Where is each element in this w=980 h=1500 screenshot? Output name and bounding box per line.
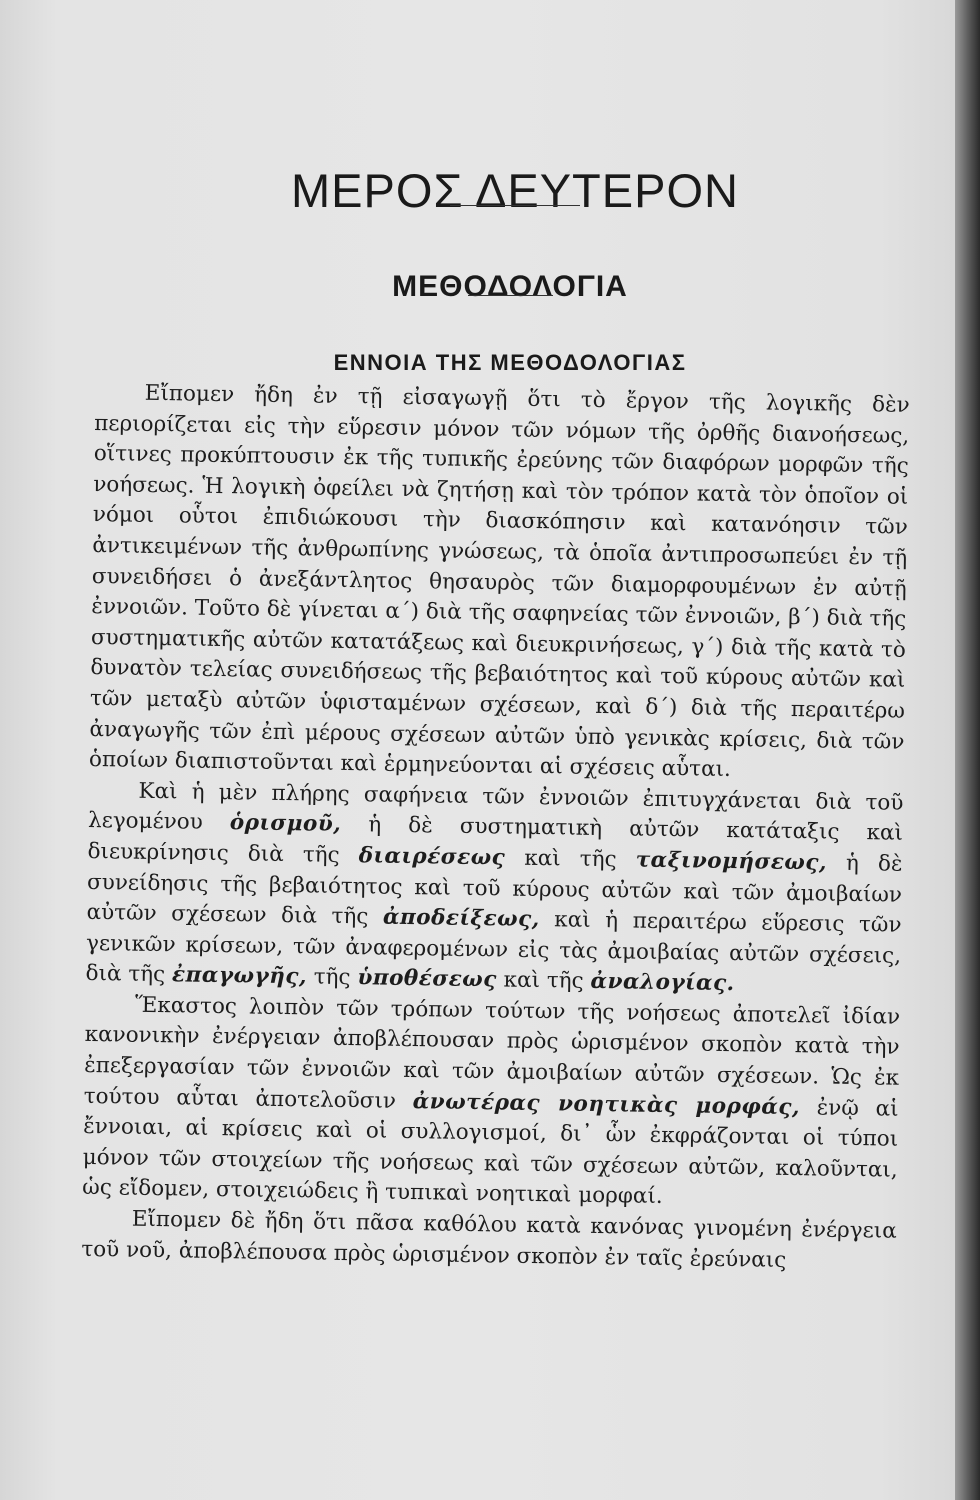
text-run: τῆς xyxy=(306,964,358,991)
chapter-subtitle: ΕΝΝΟΙΑ ΤΗΣ ΜΕΘΟΔΟΛΟΓΙΑΣ xyxy=(333,350,687,375)
title-divider xyxy=(450,205,580,206)
text-run: ἡ δὲ συνείδησις τῆς βεβαιότητος καὶ τοῦ κύρους αὐτῶν καὶ τῶν ἀμοιβαίων αὐτῶν σχέσεων διὰ τῆς xyxy=(86,850,903,930)
text-run: καὶ τῆς xyxy=(505,845,636,873)
text-run: καὶ ἡ περαιτέρω εὕρεσις τῶν γενικῶν κρίσεων, τῶν ἀναφερομένων εἰς τὰς ἀμοιβαίας αὐτῶν σχέσεις, διὰ τῆς xyxy=(85,907,902,988)
paragraph-3 xyxy=(82,990,900,1217)
text-run: Ἕκαστος λοιπὸν τῶν τρόπων τούτων τῆς νοήσεως ἀποτελεῖ ἰδίαν κανονικὴν ἐνέργειαν ἀποβλέπουσαν πρὸς ὡρισμένον σκοπὸν κατὰ τὴν ἐπεξεργασίαν τῶν ἐννοιῶν καὶ τῶν ἀμοιβαίων αὐτῶν σχέσεων. Ὡς ἐκ τούτου αὗται ἀποτελοῦσιν xyxy=(83,992,901,1114)
term-hypothesis: ὑποθέσεως xyxy=(357,965,497,993)
text-run: Καὶ ἡ μὲν πλήρης σαφήνεια τῶν ἐννοιῶν ἐπιτυγχάνεται διὰ τοῦ λεγομένου xyxy=(87,778,904,836)
text-run: καὶ τῆς xyxy=(496,967,591,995)
term-definition: ὁρισμοῦ, xyxy=(229,810,342,838)
term-analogy: ἀναλογίας. xyxy=(590,969,735,997)
paragraph-1: Εἴπομεν ἤδη ἐν τῇ εἰσαγωγῇ ὅτι τὸ ἔργον τῆς λογικῆς δὲν περιορίζεται εἰς τὴν εὕρεσιν μόνον τῶν νόμων τῆς ὀρθῆς διανοήσεως, οἵτινες προκύπτουσιν ἐκ τῆς τυπικῆς ἐρεύνης τῶν διαφόρων μορφῶν τῆς νοήσεως. Ἡ λογικὴ ὀφείλει νὰ ζητήσῃ καὶ τὸν τρόπον κατὰ τὸν ὁποῖον οἱ νόμοι οὗτοι ἐπιδιώκουσι τὴν διασκόπησιν καὶ κατανόησιν τῶν ἀντικειμένων τῆς ἀνθρωπίνης γνώσεως, τὰ ὁποῖα ἀντιπροσωπεύει ἐν τῇ συνειδήσει ὁ ἀνεξάντλητος θησαυρὸς τῶν διαμορφουμένων ἐν αὐτῇ ἐννοιῶν. Τοῦτο δὲ γίνεται α΄) διὰ τῆς σαφηνείας τῶν ἐννοιῶν, β΄) διὰ τῆς συστηματικῆς αὐτῶν κατατάξεως καὶ διευκρινήσεως, γ΄) διὰ τῆς κατὰ τὸ δυνατὸν τελείας συνειδήσεως τῆς βεβαιότητος καὶ τοῦ κύρους αὐτῶν καὶ τῶν μεταξὺ αὐτῶν ὑφισταμένων σχέσεων, καὶ δ΄) διὰ τῆς περαιτέρω ἀναγωγῆς τῶν ἐπὶ μέρους σχέσεων αὐτῶν ὑπὸ γενικὰς κρίσεις, διὰ τῶν ὁποίων διαπιστοῦνται καὶ ἑρμηνεύονται αἱ σχέσεις αὗται. xyxy=(88,380,910,783)
term-induction: ἐπαγωγῆς, xyxy=(171,962,308,990)
body-text xyxy=(81,378,910,1278)
term-proof: ἀποδείξεως, xyxy=(382,904,540,933)
paragraph-2 xyxy=(85,776,903,1003)
section-divider xyxy=(468,295,553,296)
book-binding-edge xyxy=(955,0,980,1500)
term-higher-forms: ἀνωτέρας νοητικὰς μορφάς, xyxy=(412,1088,801,1120)
paragraph-4: Εἴπομεν δὲ ἤδη ὅτι πᾶσα καθόλου κατὰ κανόνας γινομένη ἐνέργεια τοῦ νοῦ, ἀποβλέπουσα πρὸς ὡρισμένον σκοπὸν ἐν ταῖς ἐρεύναις xyxy=(81,1206,897,1273)
text-run: ἡ δὲ συστηματικὴ αὐτῶν κατάταξις καὶ διευκρίνησις διὰ τῆς xyxy=(87,812,904,869)
section-title: ΜΕΘΟΔΟΛΟΓΙΑ xyxy=(392,269,628,303)
text-run: ἐνῷ αἱ ἔννοιαι, αἱ κρίσεις καὶ οἱ συλλογισμοί, δι᾽ ὧν ἐκφράζονται οἱ τύποι μόνον τῶν στοιχείων τῆς νοήσεως καὶ τῶν σχέσεων αὐτῶν, καλοῦνται, ὡς εἴδομεν, στοιχειώδεις ἢ τυπικαὶ νοητικαὶ μορφαί. xyxy=(82,1094,899,1210)
part-title: ΜΕΡΟΣ ΔΕΥΤΕΡΟΝ xyxy=(291,164,739,218)
term-classification: ταξινομήσεως, xyxy=(635,847,828,876)
term-division: διαιρέσεως xyxy=(358,843,506,871)
